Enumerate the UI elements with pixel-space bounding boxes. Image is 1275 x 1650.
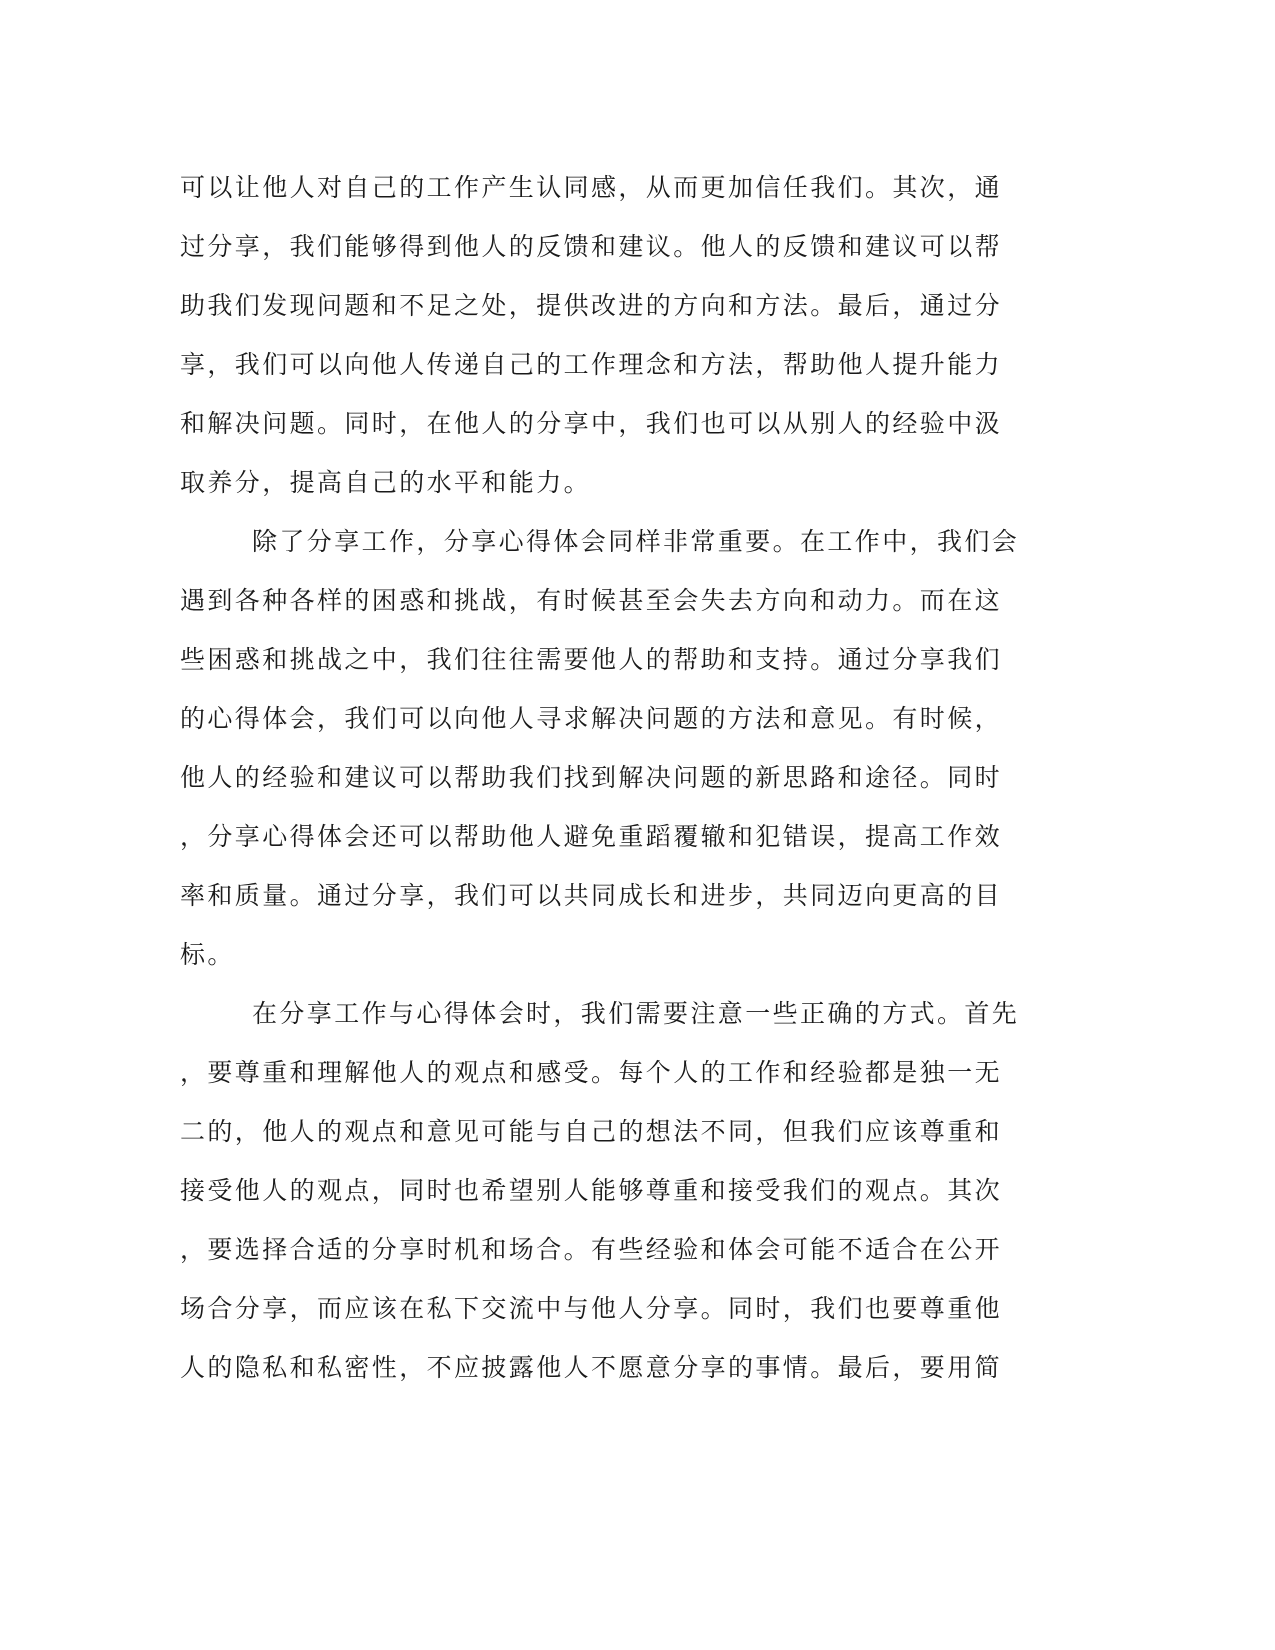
- text-line: 率和质量。通过分享，我们可以共同成长和进步，共同迈向更高的目: [180, 881, 1003, 910]
- text-line: 和解决问题。同时，在他人的分享中，我们也可以从别人的经验中汲: [180, 409, 1003, 438]
- text-line: 可以让他人对自己的工作产生认同感，从而更加信任我们。其次，通: [180, 173, 1003, 202]
- paragraph-first-line: 除了分享工作，分享心得体会同样非常重要。在工作中，我们会: [252, 527, 1020, 556]
- text-line: ，要尊重和理解他人的观点和感受。每个人的工作和经验都是独一无: [180, 1058, 1003, 1087]
- text-line: 取养分，提高自己的水平和能力。: [180, 468, 592, 497]
- text-line: 人的隐私和私密性，不应披露他人不愿意分享的事情。最后，要用简: [180, 1353, 1003, 1382]
- text-line: 二的，他人的观点和意见可能与自己的想法不同，但我们应该尊重和: [180, 1117, 1003, 1146]
- text-line: 接受他人的观点，同时也希望别人能够尊重和接受我们的观点。其次: [180, 1176, 1003, 1205]
- paragraph-first-line: 在分享工作与心得体会时，我们需要注意一些正确的方式。首先: [252, 999, 1020, 1028]
- text-line: 的心得体会，我们可以向他人寻求解决问题的方法和意见。有时候，: [180, 704, 1003, 733]
- text-line: 享，我们可以向他人传递自己的工作理念和方法，帮助他人提升能力: [180, 350, 1003, 379]
- text-line: 遇到各种各样的困惑和挑战，有时候甚至会失去方向和动力。而在这: [180, 586, 1003, 615]
- text-line: 过分享，我们能够得到他人的反馈和建议。他人的反馈和建议可以帮: [180, 232, 1003, 261]
- body-text: [180, 158, 1040, 1397]
- text-line: 他人的经验和建议可以帮助我们找到解决问题的新思路和途径。同时: [180, 763, 1003, 792]
- text-line: ，要选择合适的分享时机和场合。有些经验和体会可能不适合在公开: [180, 1235, 1003, 1264]
- text-line: ，分享心得体会还可以帮助他人避免重蹈覆辙和犯错误，提高工作效: [180, 822, 1003, 851]
- text-line: 标。: [180, 940, 235, 969]
- text-line: 助我们发现问题和不足之处，提供改进的方向和方法。最后，通过分: [180, 291, 1003, 320]
- text-line: 场合分享，而应该在私下交流中与他人分享。同时，我们也要尊重他: [180, 1294, 1003, 1323]
- text-line: 些困惑和挑战之中，我们往往需要他人的帮助和支持。通过分享我们: [180, 645, 1003, 674]
